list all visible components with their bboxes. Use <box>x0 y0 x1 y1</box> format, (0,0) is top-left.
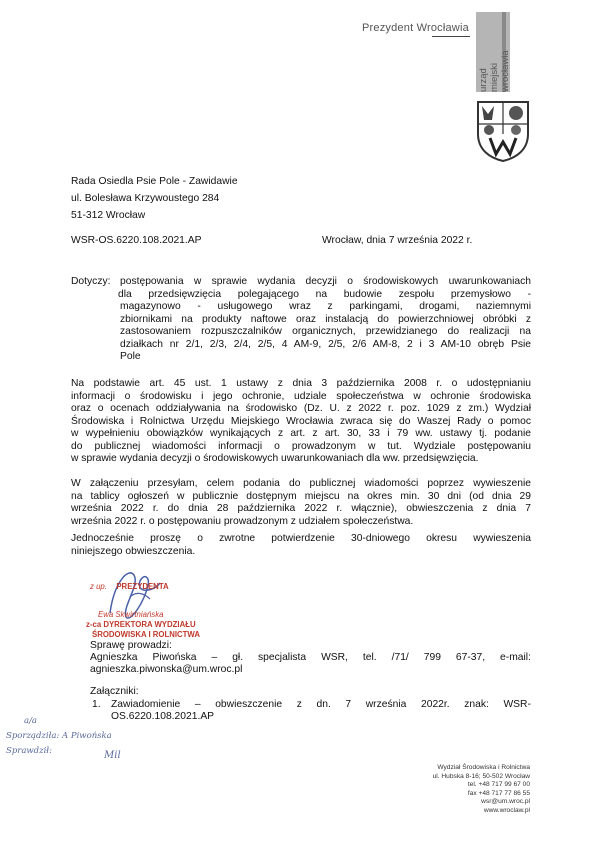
attachment-word: obwieszczenie <box>215 699 283 710</box>
attachments-heading: Załączniki: <box>90 686 139 697</box>
attachment-number: 1. <box>92 699 101 710</box>
paragraph-line: do publicznej wiadomości informacji o prowadzonym w tut. Wydziale postępowaniu <box>71 440 531 452</box>
attachment-reference: OS.6220.108.2021.AP <box>111 711 215 722</box>
contact-word: e-mail: <box>500 652 531 663</box>
contact-line <box>90 652 531 665</box>
contact-word: – <box>211 652 218 663</box>
attachment-word: dn. <box>316 699 331 710</box>
contact-word: tel. <box>362 652 377 663</box>
signature-role-line: ŚRODOWISKA I ROLNICTWA <box>92 630 200 639</box>
paragraph-attachment <box>71 478 531 528</box>
attachment-word: WSR- <box>503 699 531 710</box>
paragraph-line: informacji o środowisku i jego ochronie, udziale społeczeństwa w ochronie środowiska <box>71 390 531 402</box>
subject-line: działkach nr 2/1, 2/3, 2/4, 2/5, 4 AM-9, 2/5, 2/6 AM-8, 2 i 3 AM-10 obręb Psie <box>120 338 531 350</box>
paragraph-line: W załączeniu przesyłam, celem podania do publicznej wiadomości poprzez wywieszenie <box>71 478 531 489</box>
paragraph-line: w sprawie wydania decyzji o środowiskowych uwarunkowaniach dla ww. przedsięwzięcia. <box>71 453 479 464</box>
handwritten-note: a/a <box>24 716 37 726</box>
contact-word: /71/ <box>391 652 409 663</box>
recipient-city: 51-312 Wrocław <box>71 210 146 221</box>
footer-line: tel. +48 717 99 67 00 <box>467 781 530 788</box>
paragraph-line: września 2022 r. o postępowaniu prowadzonym z udziałem społeczeństwa. <box>71 515 414 527</box>
signature-role-line: z-ca DYREKTORA WYDZIAŁU <box>86 620 196 629</box>
contact-word: WSR, <box>321 652 348 663</box>
signature-prefix-line <box>90 576 169 594</box>
subject-line: postępowania w sprawie wydania decyzji o środowiskowych uwarunkowaniach <box>120 276 531 287</box>
header-divider <box>432 36 470 37</box>
paragraph-line: na tablicy ogłoszeń w publicznie dostępnym miejscu na okres min. 30 dni (od dnia 29 <box>71 490 531 502</box>
reference-number: WSR-OS.6220.108.2021.AP <box>71 235 202 246</box>
subject-line: magazynowo - usługowego wraz z parkingami, drogami, naziemnymi <box>120 301 531 312</box>
paragraph-line: Na podstawie art. 45 ust. 1 ustawy z dnia 3 października 2008 r. o udostępnianiu <box>71 378 531 389</box>
office-name: Prezydent Wrocławia <box>362 22 469 34</box>
footer-line: fax +48 717 77 86 55 <box>467 789 530 797</box>
attachment-word: Zawiadomienie <box>111 699 181 710</box>
brand-text-line: urząd <box>478 68 489 92</box>
paragraph-line: Środowiska i Rolnictwa Urzędu Miejskiego Wrocławia zwraca się do Waszej Rady o pomoc <box>71 415 531 427</box>
contact-heading: Sprawę prowadzi: <box>90 640 172 651</box>
handwritten-initials: Mil <box>104 750 121 761</box>
attachment-item <box>111 699 531 712</box>
paragraph-line: Jednocześnie proszę o zwrotne potwierdzenie 30-dniowego okresu wywieszenia <box>71 533 531 544</box>
paragraph-line: niniejszego obwieszczenia. <box>71 545 196 557</box>
signature-prefix: z up. <box>90 582 107 591</box>
contact-word: Agnieszka <box>90 652 138 663</box>
footer-line: ul. Hubska 8-16; 50-502 Wrocław <box>432 772 530 780</box>
place-date: Wrocław, dnia 7 września 2022 r. <box>322 235 473 246</box>
attachment-word: znak: <box>464 699 489 710</box>
attachment-word: z <box>296 699 302 710</box>
paragraph-line: września 2022 r. do dnia 28 października 2022 r. włącznie), obwieszczenia z dnia 7 <box>71 503 531 514</box>
subject-label: Dotyczy: <box>71 276 111 287</box>
city-crest-icon <box>476 100 530 162</box>
attachment-word: września <box>365 699 407 710</box>
recipient-street: ul. Bolesława Krzywoustego 284 <box>71 193 220 204</box>
contact-word: gł. <box>232 652 244 663</box>
attachment-word: – <box>194 699 201 710</box>
signature-name: Ewa Skwirtniańska <box>98 610 164 619</box>
paragraph-line: w wypełnieniu obowiązków wynikających z art. z art. 30, 33 i 79 ww. ustawy tj. podanie <box>71 428 531 439</box>
handwritten-note: Sprawdził: <box>6 746 52 756</box>
contact-word: 799 <box>423 652 441 663</box>
attachment-word: 7 <box>345 699 352 710</box>
subject-line: zastosowaniem rozpuszczalników organicznych, przewidzianego do realizacji na <box>120 326 531 337</box>
footer-line: wsr@um.wroc.pl <box>481 798 530 805</box>
paragraph-line: oraz o ocenach oddziaływania na środowisko (Dz. U. z 2022 r. poz. 1029 z zm.) Wydział <box>71 403 531 414</box>
footer-address <box>433 764 530 815</box>
contact-email: agnieszka.piwonska@um.wroc.pl <box>90 664 243 675</box>
brand-vertical-text <box>478 50 511 92</box>
subject-line: dla przedsięwzięcia polegającego na budowie zespołu przemysłowo - <box>118 288 531 300</box>
contact-word: Piwońska <box>152 652 197 663</box>
signature-title: PREZYDENTA <box>116 582 169 591</box>
subject-text <box>120 276 531 364</box>
brand-text-line: miejski <box>489 62 500 92</box>
attachment-word: 2022r. <box>420 699 450 710</box>
paragraph-legal-basis <box>71 378 531 466</box>
recipient-name: Rada Osiedla Psie Pole - Zawidawie <box>71 176 238 187</box>
subject-line: Pole <box>120 351 141 362</box>
footer-line: Wydział Środowiska i Rolnictwa <box>437 764 530 771</box>
contact-word: 67-37, <box>455 652 486 663</box>
handwritten-note: Sporządziła: A Piwońska <box>6 731 112 741</box>
paragraph-confirmation <box>71 533 531 558</box>
footer-line: www.wroclaw.pl <box>483 806 530 814</box>
contact-word: specjalista <box>258 652 307 663</box>
subject-line: zbiornikami na produkty naftowe oraz instalacją do powierzchniowej obróbki z <box>120 313 531 325</box>
brand-text-line: wrocławia <box>500 50 511 92</box>
